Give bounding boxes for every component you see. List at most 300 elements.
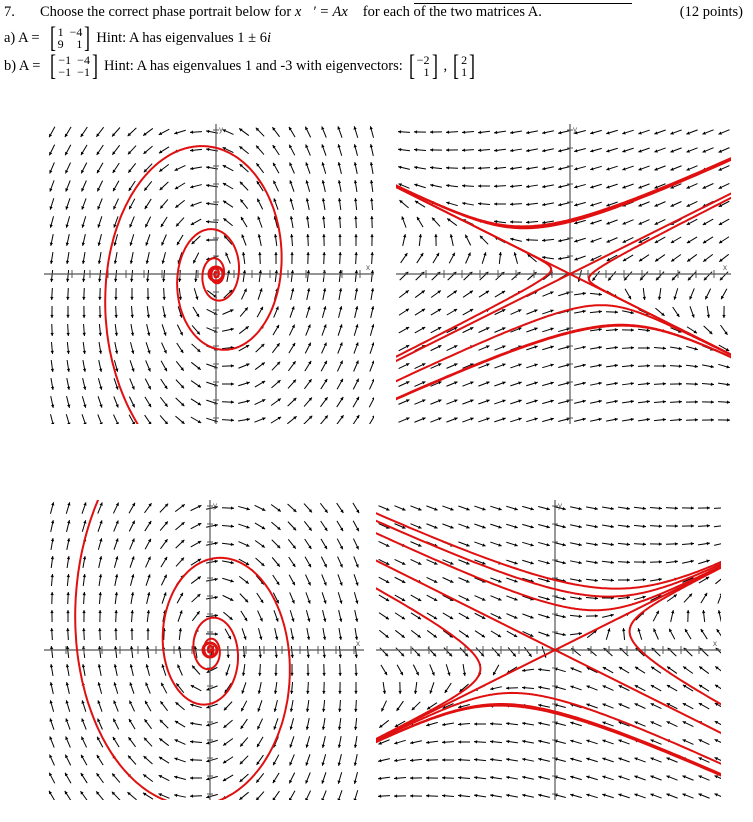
matrix-b-entry: −1 bbox=[58, 53, 72, 67]
arrow-head bbox=[679, 364, 682, 367]
arrow-head bbox=[582, 400, 585, 403]
arrow-head bbox=[610, 614, 613, 617]
arrow-head bbox=[442, 776, 445, 779]
arrow-head bbox=[258, 234, 261, 237]
arrow-head bbox=[434, 234, 437, 237]
arrow-head bbox=[478, 166, 481, 169]
arrow-head bbox=[558, 167, 561, 170]
arrow-head bbox=[82, 279, 85, 282]
arrow-head bbox=[582, 346, 585, 349]
arrow-head bbox=[430, 148, 433, 151]
arrow-head bbox=[478, 184, 481, 187]
arrow-head bbox=[599, 400, 602, 403]
arrow-head bbox=[707, 524, 710, 527]
field-arrow bbox=[714, 525, 721, 526]
arrow-head bbox=[691, 506, 694, 509]
arrow-head bbox=[50, 243, 53, 246]
arrow-head bbox=[274, 252, 277, 255]
arrow-head bbox=[442, 758, 445, 761]
arrow-head bbox=[446, 166, 449, 169]
arrow-head bbox=[510, 238, 513, 241]
arrow-head bbox=[338, 234, 341, 237]
trajectory-curve bbox=[376, 706, 546, 761]
field-arrow bbox=[714, 543, 721, 546]
arrow-head bbox=[679, 400, 682, 403]
arrow-head bbox=[494, 202, 497, 205]
arrow-head bbox=[430, 130, 433, 133]
arrow-head bbox=[322, 252, 325, 255]
matrix-b-entry: −4 bbox=[77, 53, 90, 67]
arrow-head bbox=[430, 184, 433, 187]
arrow-head bbox=[146, 260, 149, 263]
arrow-head bbox=[462, 184, 465, 187]
arrow-head bbox=[322, 216, 325, 219]
arrow-head bbox=[542, 167, 545, 170]
arrow-head bbox=[370, 216, 373, 219]
arrow-head bbox=[215, 542, 218, 545]
arrow-head bbox=[615, 328, 618, 331]
x-axis-mark: x bbox=[713, 639, 717, 648]
arrow-head bbox=[462, 166, 465, 169]
arrow-head bbox=[291, 288, 294, 291]
arrow-head bbox=[67, 351, 70, 354]
arrow-head bbox=[355, 655, 358, 658]
arrow-head bbox=[679, 382, 682, 385]
arrow-head bbox=[686, 610, 689, 613]
arrow-head bbox=[354, 763, 357, 766]
arrow-head bbox=[338, 709, 341, 712]
arrow-head bbox=[307, 288, 310, 291]
arrow-head bbox=[663, 364, 666, 367]
arrow-head bbox=[595, 614, 598, 617]
arrow-head bbox=[579, 525, 582, 528]
arrow-head bbox=[66, 297, 69, 300]
arrow-head bbox=[643, 578, 646, 581]
arrow-head bbox=[190, 794, 193, 797]
arrow-head bbox=[258, 252, 261, 255]
arrow-head bbox=[410, 741, 413, 744]
arrow-head bbox=[659, 507, 662, 510]
arrow-head bbox=[558, 239, 561, 242]
field-arrow bbox=[338, 790, 342, 800]
arrow-head bbox=[611, 579, 614, 582]
arrow-head bbox=[663, 347, 666, 350]
y-axis-mark: y bbox=[213, 501, 217, 510]
arrow-head bbox=[370, 234, 373, 237]
arrow-head bbox=[66, 333, 69, 336]
prompt-end: for each of the two matrices A. bbox=[362, 4, 542, 20]
arrow-head bbox=[50, 279, 53, 282]
arrow-head bbox=[275, 636, 278, 639]
arrow-head bbox=[178, 279, 181, 282]
question-prompt bbox=[40, 2, 542, 22]
arrow-head bbox=[99, 368, 102, 371]
arrow-head bbox=[446, 130, 449, 133]
y-axis-mark: y bbox=[573, 125, 577, 134]
arrow-head bbox=[582, 418, 585, 421]
arrow-head bbox=[306, 691, 309, 694]
arrow-head bbox=[354, 252, 357, 255]
y-axis-mark: y bbox=[219, 125, 223, 134]
arrow-head bbox=[599, 293, 602, 296]
arrow-head bbox=[50, 610, 53, 613]
arrow-head bbox=[627, 578, 630, 581]
arrow-head bbox=[243, 655, 246, 658]
x-axis-mark: x bbox=[366, 263, 370, 272]
trajectory-curve bbox=[537, 547, 721, 610]
trajectory-curve bbox=[561, 326, 731, 376]
trajectory-curve bbox=[606, 142, 731, 211]
arrow-head bbox=[378, 759, 381, 762]
arrow-head bbox=[562, 597, 565, 600]
arrow-head bbox=[323, 618, 326, 621]
y-axis-mark: y bbox=[558, 501, 562, 510]
phase-portrait-3[interactable] bbox=[44, 500, 364, 800]
phase-portrait-2[interactable] bbox=[396, 124, 731, 424]
arrow-head bbox=[414, 148, 417, 151]
arrow-head bbox=[526, 238, 529, 241]
arrow-head bbox=[659, 524, 662, 527]
arrow-head bbox=[66, 610, 69, 613]
arrow-head bbox=[410, 759, 413, 762]
arrow-head bbox=[458, 723, 461, 726]
question-header bbox=[4, 2, 749, 80]
matrix-b-entry: −1 bbox=[58, 65, 72, 79]
question-line bbox=[4, 2, 749, 24]
arrow-head bbox=[146, 279, 149, 282]
arrow-head bbox=[578, 507, 581, 510]
arrow-head bbox=[582, 382, 585, 385]
arrow-head bbox=[354, 673, 357, 676]
arrow-head bbox=[206, 238, 209, 241]
arrow-head bbox=[410, 776, 413, 779]
trajectory-curve bbox=[588, 325, 731, 375]
arrow-head bbox=[647, 346, 650, 349]
arrow-head bbox=[131, 610, 134, 613]
system-equation: x⃗′ = Ax⃗ bbox=[294, 4, 360, 20]
arrow-head bbox=[558, 149, 561, 152]
arrow-head bbox=[231, 364, 234, 367]
matrix-b: [ −1 −4 −1 −1 ] bbox=[50, 49, 98, 82]
arrow-head bbox=[558, 131, 561, 134]
arrow-head bbox=[430, 166, 433, 169]
arrow-head bbox=[66, 243, 69, 246]
arrow-head bbox=[227, 655, 230, 658]
header-rule bbox=[414, 3, 632, 4]
arrow-head bbox=[695, 418, 698, 421]
arrow-head bbox=[306, 252, 309, 255]
arrow-head bbox=[66, 592, 69, 595]
arrow-head bbox=[306, 198, 309, 201]
arrow-head bbox=[322, 234, 325, 237]
arrow-head bbox=[403, 234, 406, 237]
arrow-head bbox=[215, 632, 218, 635]
matrix-a-entry: −4 bbox=[69, 25, 83, 39]
arrow-head bbox=[231, 382, 234, 385]
arrow-head bbox=[338, 673, 341, 676]
arrow-head bbox=[631, 328, 634, 331]
arrow-head bbox=[274, 673, 277, 676]
arrow-head bbox=[231, 525, 234, 528]
arrow-head bbox=[579, 543, 582, 546]
prompt-start: Choose the correct phase portrait below for bbox=[40, 4, 292, 20]
arrow-head bbox=[114, 664, 117, 667]
arrow-head bbox=[306, 673, 309, 676]
arrow-head bbox=[354, 162, 357, 165]
arrow-head bbox=[558, 185, 561, 188]
arrow-head bbox=[162, 297, 165, 300]
x-axis-mark: x bbox=[723, 263, 727, 272]
arrow-head bbox=[659, 542, 662, 545]
arrow-head bbox=[490, 740, 493, 743]
arrow-head bbox=[522, 794, 525, 797]
arrow-head bbox=[414, 130, 417, 133]
field-arrow bbox=[715, 576, 721, 584]
points-label: (12 points) bbox=[679, 4, 743, 20]
arrow-head bbox=[522, 686, 525, 689]
arrow-head bbox=[718, 610, 721, 613]
arrow-head bbox=[82, 297, 85, 300]
arrow-head bbox=[190, 740, 193, 743]
arrow-head bbox=[370, 198, 373, 201]
arrow-head bbox=[711, 383, 714, 386]
arrow-head bbox=[538, 776, 541, 779]
arrow-head bbox=[146, 628, 149, 631]
trajectory-curve bbox=[396, 167, 584, 227]
arrow-head bbox=[474, 740, 477, 743]
arrow-head bbox=[691, 524, 694, 527]
arrow-head bbox=[426, 794, 429, 797]
arrow-head bbox=[355, 306, 358, 309]
arrow-head bbox=[562, 525, 565, 528]
arrow-head bbox=[50, 297, 53, 300]
arrow-head bbox=[538, 722, 541, 725]
arrow-head bbox=[354, 198, 357, 201]
arrow-head bbox=[66, 628, 69, 631]
arrow-head bbox=[474, 722, 477, 725]
arrow-head bbox=[51, 351, 54, 354]
arrow-head bbox=[66, 315, 69, 318]
arrow-head bbox=[190, 149, 193, 152]
arrow-head bbox=[474, 758, 477, 761]
arrow-head bbox=[499, 252, 502, 255]
arrow-head bbox=[354, 709, 357, 712]
eigenvector-1: [ −2 1 ] bbox=[408, 49, 438, 82]
part-b: b) A = [ −1 −4 −1 −1 ] Hint: A has eigenvalues 1 and -3 with eigenvectors: [ −2 1 ] , [ 2 1 ] bbox=[4, 49, 476, 82]
arrow-head bbox=[538, 758, 541, 761]
arrow-head bbox=[675, 542, 678, 545]
arrow-head bbox=[615, 310, 618, 313]
arrow-head bbox=[194, 279, 197, 282]
trajectory-curve bbox=[573, 704, 721, 779]
arrow-head bbox=[66, 682, 69, 685]
arrow-head bbox=[67, 538, 70, 541]
arrow-head bbox=[98, 242, 101, 245]
arrow-head bbox=[538, 740, 541, 743]
arrow-head bbox=[426, 776, 429, 779]
arrow-head bbox=[114, 315, 117, 318]
matrix-b-entry: −1 bbox=[77, 65, 90, 79]
arrow-head bbox=[323, 655, 326, 658]
arrow-head bbox=[130, 297, 133, 300]
arrow-head bbox=[627, 543, 630, 546]
phase-portrait-1[interactable] bbox=[44, 124, 374, 424]
arrow-head bbox=[67, 404, 70, 407]
arrow-head bbox=[114, 279, 117, 282]
matrix-a-entry: 1 bbox=[76, 37, 83, 51]
arrow-head bbox=[410, 794, 413, 797]
arrow-head bbox=[215, 524, 218, 527]
arrow-head bbox=[627, 561, 630, 564]
field-arrow bbox=[714, 508, 721, 509]
arrow-head bbox=[458, 776, 461, 779]
arrow-head bbox=[371, 252, 374, 255]
trajectory-curve bbox=[376, 567, 480, 690]
arrow-head bbox=[130, 279, 133, 282]
arrow-head bbox=[354, 691, 357, 694]
eigenvector-2: [ 2 1 ] bbox=[453, 49, 476, 82]
arrow-head bbox=[643, 543, 646, 546]
arrow-head bbox=[83, 386, 86, 389]
arrow-head bbox=[506, 686, 509, 689]
matrix-a: [ 1 −4 9 1 ] bbox=[49, 21, 91, 54]
arrow-head bbox=[695, 382, 698, 385]
arrow-head bbox=[338, 162, 341, 165]
arrow-head bbox=[727, 401, 730, 404]
arrow-head bbox=[675, 524, 678, 527]
arrow-head bbox=[275, 655, 278, 658]
arrow-head bbox=[190, 185, 193, 188]
arrow-head bbox=[695, 400, 698, 403]
arrow-head bbox=[190, 776, 193, 779]
arrow-head bbox=[114, 628, 117, 631]
arrow-head bbox=[394, 794, 397, 797]
arrow-head bbox=[50, 628, 53, 631]
arrow-head bbox=[98, 297, 101, 300]
arrow-head bbox=[146, 297, 149, 300]
arrow-head bbox=[398, 166, 401, 169]
arrow-head bbox=[291, 655, 294, 658]
arrow-head bbox=[98, 315, 101, 318]
arrow-head bbox=[643, 560, 646, 563]
arrow-head bbox=[322, 691, 325, 694]
arrow-head bbox=[290, 234, 293, 237]
arrow-head bbox=[663, 400, 666, 403]
arrow-head bbox=[258, 673, 261, 676]
arrow-head bbox=[230, 328, 233, 331]
arrow-head bbox=[290, 252, 293, 255]
arrow-head bbox=[394, 777, 397, 780]
arrow-head bbox=[510, 220, 513, 223]
arrow-head bbox=[647, 382, 650, 385]
arrow-head bbox=[338, 252, 341, 255]
field-arrow bbox=[50, 414, 53, 424]
arrow-head bbox=[478, 149, 481, 152]
arrow-head bbox=[398, 130, 401, 133]
arrow-head bbox=[462, 131, 465, 134]
arrow-head bbox=[631, 364, 634, 367]
arrow-head bbox=[50, 333, 53, 336]
arrow-head bbox=[522, 776, 525, 779]
arrow-head bbox=[562, 507, 565, 510]
arrow-head bbox=[322, 744, 325, 747]
arrow-head bbox=[50, 592, 53, 595]
arrow-head bbox=[679, 418, 682, 421]
arrow-head bbox=[354, 216, 357, 219]
field-arrow bbox=[82, 414, 86, 424]
arrow-head bbox=[131, 315, 134, 318]
question-number: 7. bbox=[4, 4, 15, 20]
arrow-head bbox=[691, 560, 694, 563]
arrow-head bbox=[490, 722, 493, 725]
field-arrow bbox=[354, 790, 357, 800]
trajectory-curve bbox=[376, 515, 537, 599]
arrow-head bbox=[338, 691, 341, 694]
arrow-head bbox=[82, 610, 85, 613]
arrow-head bbox=[162, 279, 165, 282]
arrow-head bbox=[599, 418, 602, 421]
arrow-head bbox=[659, 560, 662, 563]
arrow-head bbox=[259, 655, 262, 658]
arrow-head bbox=[707, 506, 710, 509]
arrow-head bbox=[582, 364, 585, 367]
arrow-head bbox=[322, 180, 325, 183]
arrow-head bbox=[99, 333, 102, 336]
arrow-head bbox=[722, 315, 725, 318]
arrow-head bbox=[426, 758, 429, 761]
phase-portrait-4[interactable] bbox=[376, 500, 721, 800]
arrow-head bbox=[98, 279, 101, 282]
part-a-label: a) A = bbox=[4, 30, 40, 46]
arrow-head bbox=[370, 144, 373, 147]
arrow-head bbox=[66, 279, 69, 282]
arrow-head bbox=[354, 727, 357, 730]
arrow-head bbox=[562, 615, 565, 618]
arrow-head bbox=[622, 628, 625, 631]
arrow-head bbox=[494, 167, 497, 170]
matrix-a-entry: 9 bbox=[57, 37, 64, 51]
arrow-head bbox=[339, 618, 342, 621]
arrow-head bbox=[322, 709, 325, 712]
arrow-head bbox=[338, 216, 341, 219]
arrow-head bbox=[458, 758, 461, 761]
arrow-head bbox=[494, 185, 497, 188]
arrow-head bbox=[671, 610, 674, 613]
arrow-head bbox=[542, 239, 545, 242]
arrow-head bbox=[562, 561, 565, 564]
arrow-head bbox=[98, 610, 101, 613]
arrow-head bbox=[446, 148, 449, 151]
arrow-head bbox=[51, 574, 54, 577]
arrow-head bbox=[643, 525, 646, 528]
arrow-head bbox=[558, 203, 561, 206]
arrow-head bbox=[442, 740, 445, 743]
arrow-head bbox=[290, 673, 293, 676]
arrow-head bbox=[647, 364, 650, 367]
arrow-head bbox=[442, 794, 445, 797]
arrow-head bbox=[711, 400, 714, 403]
arrow-head bbox=[114, 297, 117, 300]
x-axis-mark: x bbox=[356, 639, 360, 648]
arrow-head bbox=[663, 382, 666, 385]
arrow-head bbox=[691, 542, 694, 545]
arrow-head bbox=[450, 234, 453, 237]
arrow-head bbox=[50, 315, 53, 318]
trajectories bbox=[376, 500, 721, 790]
arrow-head bbox=[378, 795, 381, 798]
arrow-head bbox=[727, 418, 730, 421]
arrow-head bbox=[67, 574, 70, 577]
